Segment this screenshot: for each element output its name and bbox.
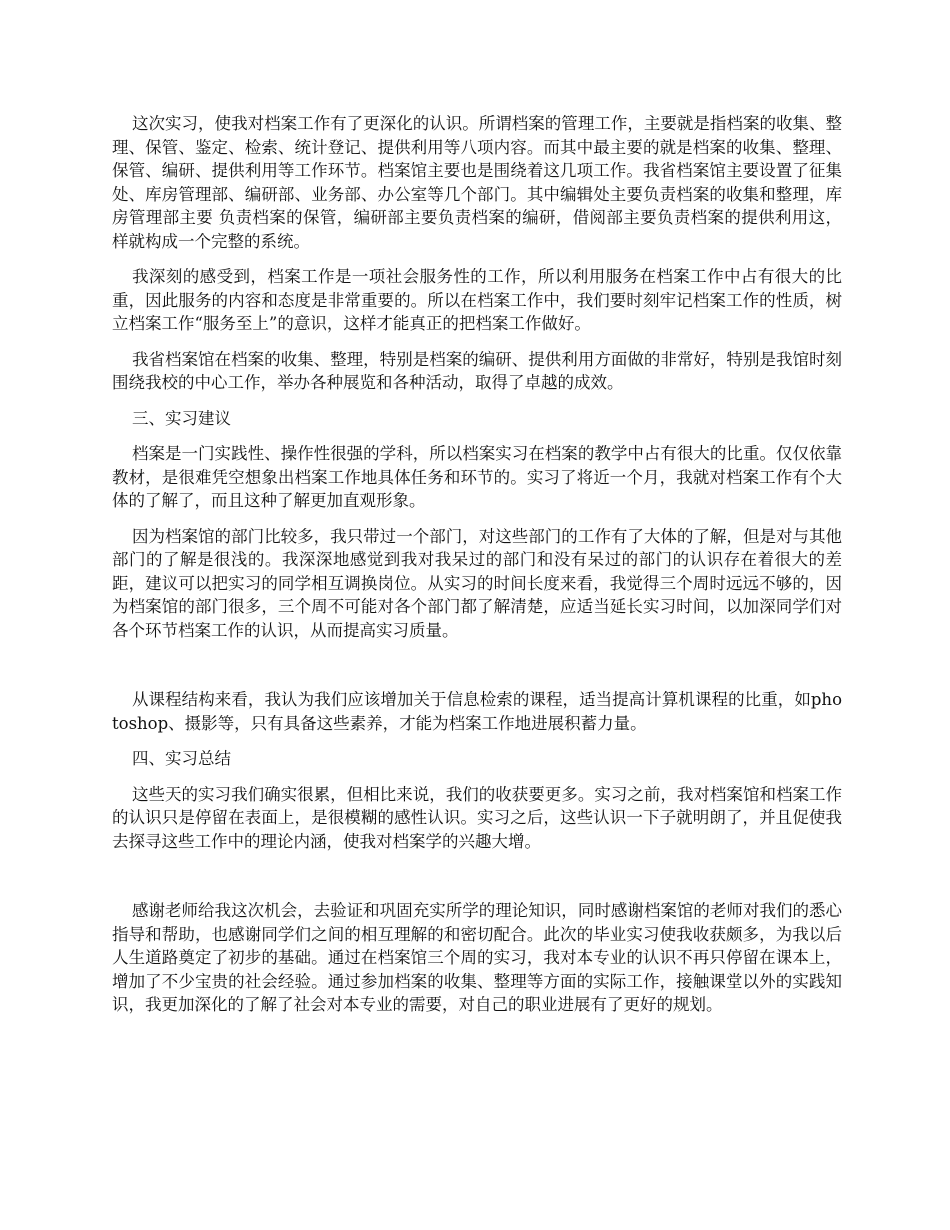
paragraph-acknowledgements: 感谢老师给我这次机会，去验证和巩固充实所学的理论知识，同时感谢档案馆的老师对我们的悉心指导和帮助，也感谢同学们之间的相互理解的和密切配合。此次的毕业实习使我收获颇多，为我以后人生道路奠定了初步的基础。通过在档案馆三个周的实习，我对本专业的认识不再只停留在课本上，增加了不少宝贵的社会经验。通过参加档案的收集、整理等方面的实际工作，接触课堂以外的实践知识，我更加深化的了解了社会对本专业的需要，对自己的职业进展有了更好的规划。 <box>112 901 842 1014</box>
paragraph-practical-discipline: 档案是一门实践性、操作性很强的学科，所以档案实习在档案的教学中占有很大的比重。仅仅依靠教材，是很难凭空想象出档案工作地具体任务和环节的。实习了将近一个月，我就对档案工作有个大体的了解了，而且这种了解更加直观形象。 <box>112 444 842 510</box>
paragraph-provincial-archive-achievements: 我省档案馆在档案的收集、整理，特别是档案的编研、提供利用方面做的非常好，特别是我馆时刻围绕我校的中心工作，举办各种展览和各种活动，取得了卓越的成效。 <box>112 349 842 392</box>
paragraph-service-nature: 我深刻的感受到，档案工作是一项社会服务性的工作，所以利用服务在档案工作中占有很大的比重，因此服务的内容和态度是非常重要的。所以在档案工作中，我们要时刻牢记档案工作的性质，树立档案工作“服务至上”的意识，这样才能真正的把档案工作做好。 <box>112 267 842 333</box>
paragraph-curriculum-structure: 从课程结构来看，我认为我们应该增加关于信息检索的课程，适当提高计算机课程的比重，如photoshop、摄影等，只有具备这些素养，才能为档案工作地进展积蓄力量。 <box>112 690 842 733</box>
section-heading-suggestions: 三、实习建议 <box>132 408 231 428</box>
paragraph-archive-work-understanding: 这次实习，使我对档案工作有了更深化的认识。所谓档案的管理工作，主要就是指档案的收集、整理、保管、鉴定、检索、统计登记、提供利用等八项内容。而其中最主要的就是档案的收集、整理、保管、编研、提供利用等工作环节。档案馆主要也是围绕着这几项工作。我省档案馆主要设置了征集处、库房管理部、编研部、业务部、办公室等几个部门。其中编辑处主要负责档案的收集和整理，库房管理部主要 负责档案的保管，编研部主要负责档案的编研，借阅部主要负责档案的提供利用这，样就构成一个完整的系统。 <box>112 114 842 251</box>
paragraph-internship-gains: 这些天的实习我们确实很累，但相比来说，我们的收获要更多。实习之前，我对档案馆和档案工作的认识只是停留在表面上，是很模糊的感性认识。实习之后，这些认识一下子就明朗了，并且促使我去探寻这些工作中的理论内涵，使我对档案学的兴趣大增。 <box>112 784 842 851</box>
section-heading-summary: 四、实习总结 <box>132 749 231 768</box>
paragraph-department-rotation: 因为档案馆的部门比较多，我只带过一个部门，对这些部门的工作有了大体的了解，但是对与其他部门的了解是很浅的。我深深地感觉到我对我呆过的部门和没有呆过的部门的认识存在着很大的差距，建议可以把实习的同学相互调换岗位。从实习的时间长度来看，我觉得三个周时远远不够的，因为档案馆的部门很多，三个周不可能对各个部门都了解清楚，应适当延长实习时间，以加深同学们对各个环节档案工作的认识，从而提高实习质量。 <box>112 526 842 640</box>
document-body <box>112 112 842 1029</box>
blank-space <box>112 654 842 688</box>
blank-space <box>112 865 842 899</box>
